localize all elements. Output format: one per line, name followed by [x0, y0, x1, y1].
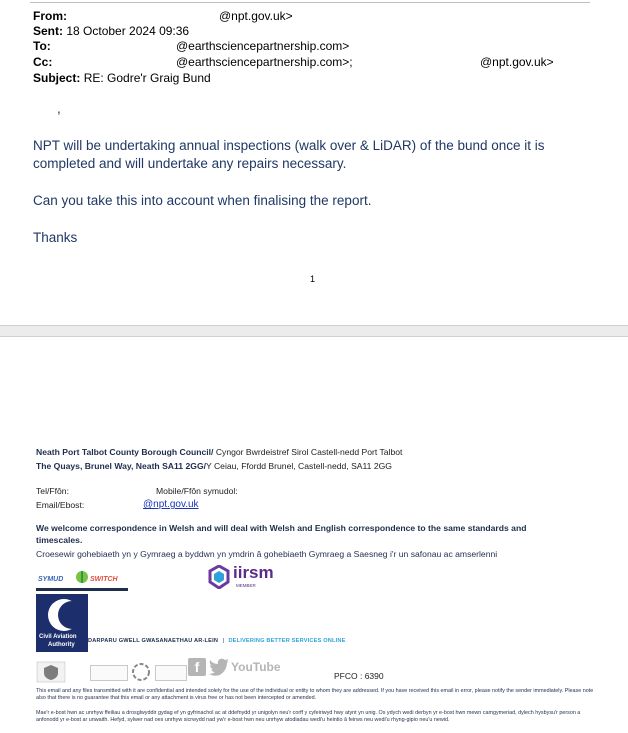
recycle-logo	[130, 661, 152, 683]
iirsm-text: iirsm	[233, 563, 274, 582]
disclaimer-english: This email and any files transmitted with it are confidential and intended solely for the use of the individual or entity to whom they are addressed. If you have received this email in error, please notify the sender immediately. Please note also that there is no guarantee that this email or any attachment is virus free or has not been intercepted or amended.	[36, 688, 594, 701]
to-label: To:	[33, 39, 51, 53]
pfco-number: PFCO : 6390	[334, 671, 384, 681]
caa-crescent-icon	[42, 597, 82, 633]
welcome-line-1: We welcome correspondence in Welsh and will deal with Welsh and English correspondence to the same standards and	[36, 523, 527, 533]
symud-text: SYMUD	[38, 576, 64, 583]
twitter-bird-icon	[208, 658, 230, 676]
iirsm-member: MEMBER	[236, 583, 256, 588]
welcome-welsh: Croesewir gohebiaeth yn y Gymraeg a byddwn yn ymdrin â gohebiaeth Gymraeg a Saesneg i'r un safonau ac amserlenni	[36, 549, 498, 559]
caa-text-2: Authority	[48, 642, 75, 648]
switch-text: SWITCH	[90, 576, 118, 583]
to-value: @earthsciencepartnership.com>	[176, 39, 350, 53]
disclaimer-welsh: Mae'r e-bost hwn ac unrhyw ffeiliau a drosglwyddir gydag ef yn gyfrinachol ac at ddefnydd yr unigolyn neu'r corff y cyfeiriwyd hwy atynt yn unig. Os ydych wedi derbyn yr e-bost hwn mewn camgymeriad, dylech hysbysu'r person a anfonodd yr e-bost ar unwaith. Hefyd, sylwer nad oes unrhyw sicrwydd nad yw'r e-bost hwn neu unrhyw atodiadau wedi'u heintio â feirws neu wedi'u rhyng-gipio neu'u newid.	[36, 710, 581, 723]
paragraph-1-line-2: completed and will undertake any repairs necessary.	[33, 156, 347, 171]
facebook-icon[interactable]: f	[188, 658, 206, 676]
digital-badge-1	[90, 665, 128, 681]
recycle-icon	[130, 661, 152, 683]
banner-english: DELIVERING BETTER SERVICES ONLINE	[228, 638, 346, 644]
cc-value-1: @earthsciencepartnership.com>;	[176, 55, 353, 69]
sent-value: 18 October 2024 09:36	[66, 24, 190, 38]
digital-badge-2	[155, 665, 187, 681]
youtube-logo[interactable]	[231, 658, 281, 676]
signoff: Thanks	[33, 230, 78, 245]
top-divider	[30, 2, 590, 3]
banner-welsh: DARPARU GWELL GWASANAETHAU AR-LEIN	[88, 638, 219, 644]
services-banner	[88, 629, 358, 644]
address: The Quays, Brunel Way, Neath SA11 2GG/	[36, 461, 207, 471]
address-welsh: Y Ceiau, Ffordd Brunel, Castell-nedd, SA11 2GG	[206, 461, 392, 471]
shield-badge-icon	[36, 661, 66, 683]
from-value: @npt.gov.uk>	[219, 9, 293, 23]
sent-label: Sent:	[33, 24, 63, 38]
org-name-welsh: Cyngor Bwrdeistref Sirol Castell-nedd Port Talbot	[213, 447, 403, 457]
org-name: Neath Port Talbot County Borough Council/	[36, 447, 214, 457]
caa-text-1: Civil Aviation	[39, 634, 77, 640]
banner-separator: |	[222, 638, 224, 644]
welcome-line-2: timescales.	[36, 535, 83, 545]
twitter-icon[interactable]	[208, 658, 230, 676]
tel-label: Tel/Ffôn:	[36, 486, 69, 496]
iirsm-logo	[208, 563, 288, 593]
cyber-essentials-logo	[36, 661, 66, 683]
cc-value-2: @npt.gov.uk>	[480, 55, 554, 69]
page-separator	[0, 325, 628, 337]
subject-value: RE: Godre'r Graig Bund	[83, 71, 211, 85]
subject-row	[33, 70, 211, 87]
from-label: From:	[33, 9, 67, 23]
cc-row	[33, 54, 52, 71]
paragraph-1-line-1: NPT will be undertaking annual inspections (walk over & LiDAR) of the bund once it is	[33, 138, 545, 153]
org-line	[36, 447, 616, 458]
address-line	[36, 461, 616, 472]
symud-switch-logo	[36, 569, 128, 595]
subject-label: Subject:	[33, 71, 81, 85]
email-label: Email/Ebost:	[36, 500, 85, 510]
caa-logo	[36, 594, 88, 652]
youtube-text: YouTube	[231, 660, 281, 674]
to-row	[33, 38, 51, 55]
mobile-label: Mobile/Ffôn symudol:	[156, 486, 238, 496]
page-number: 1	[310, 274, 316, 284]
paragraph-2: Can you take this into account when finalising the report.	[33, 193, 372, 208]
cc-label: Cc:	[33, 55, 53, 69]
email-page-1	[0, 0, 628, 325]
greeting: ,	[57, 101, 61, 116]
sent-row	[33, 23, 189, 40]
iirsm-icon	[208, 565, 230, 589]
email-page-2	[0, 337, 628, 733]
email-link[interactable]: @npt.gov.uk	[143, 499, 199, 510]
